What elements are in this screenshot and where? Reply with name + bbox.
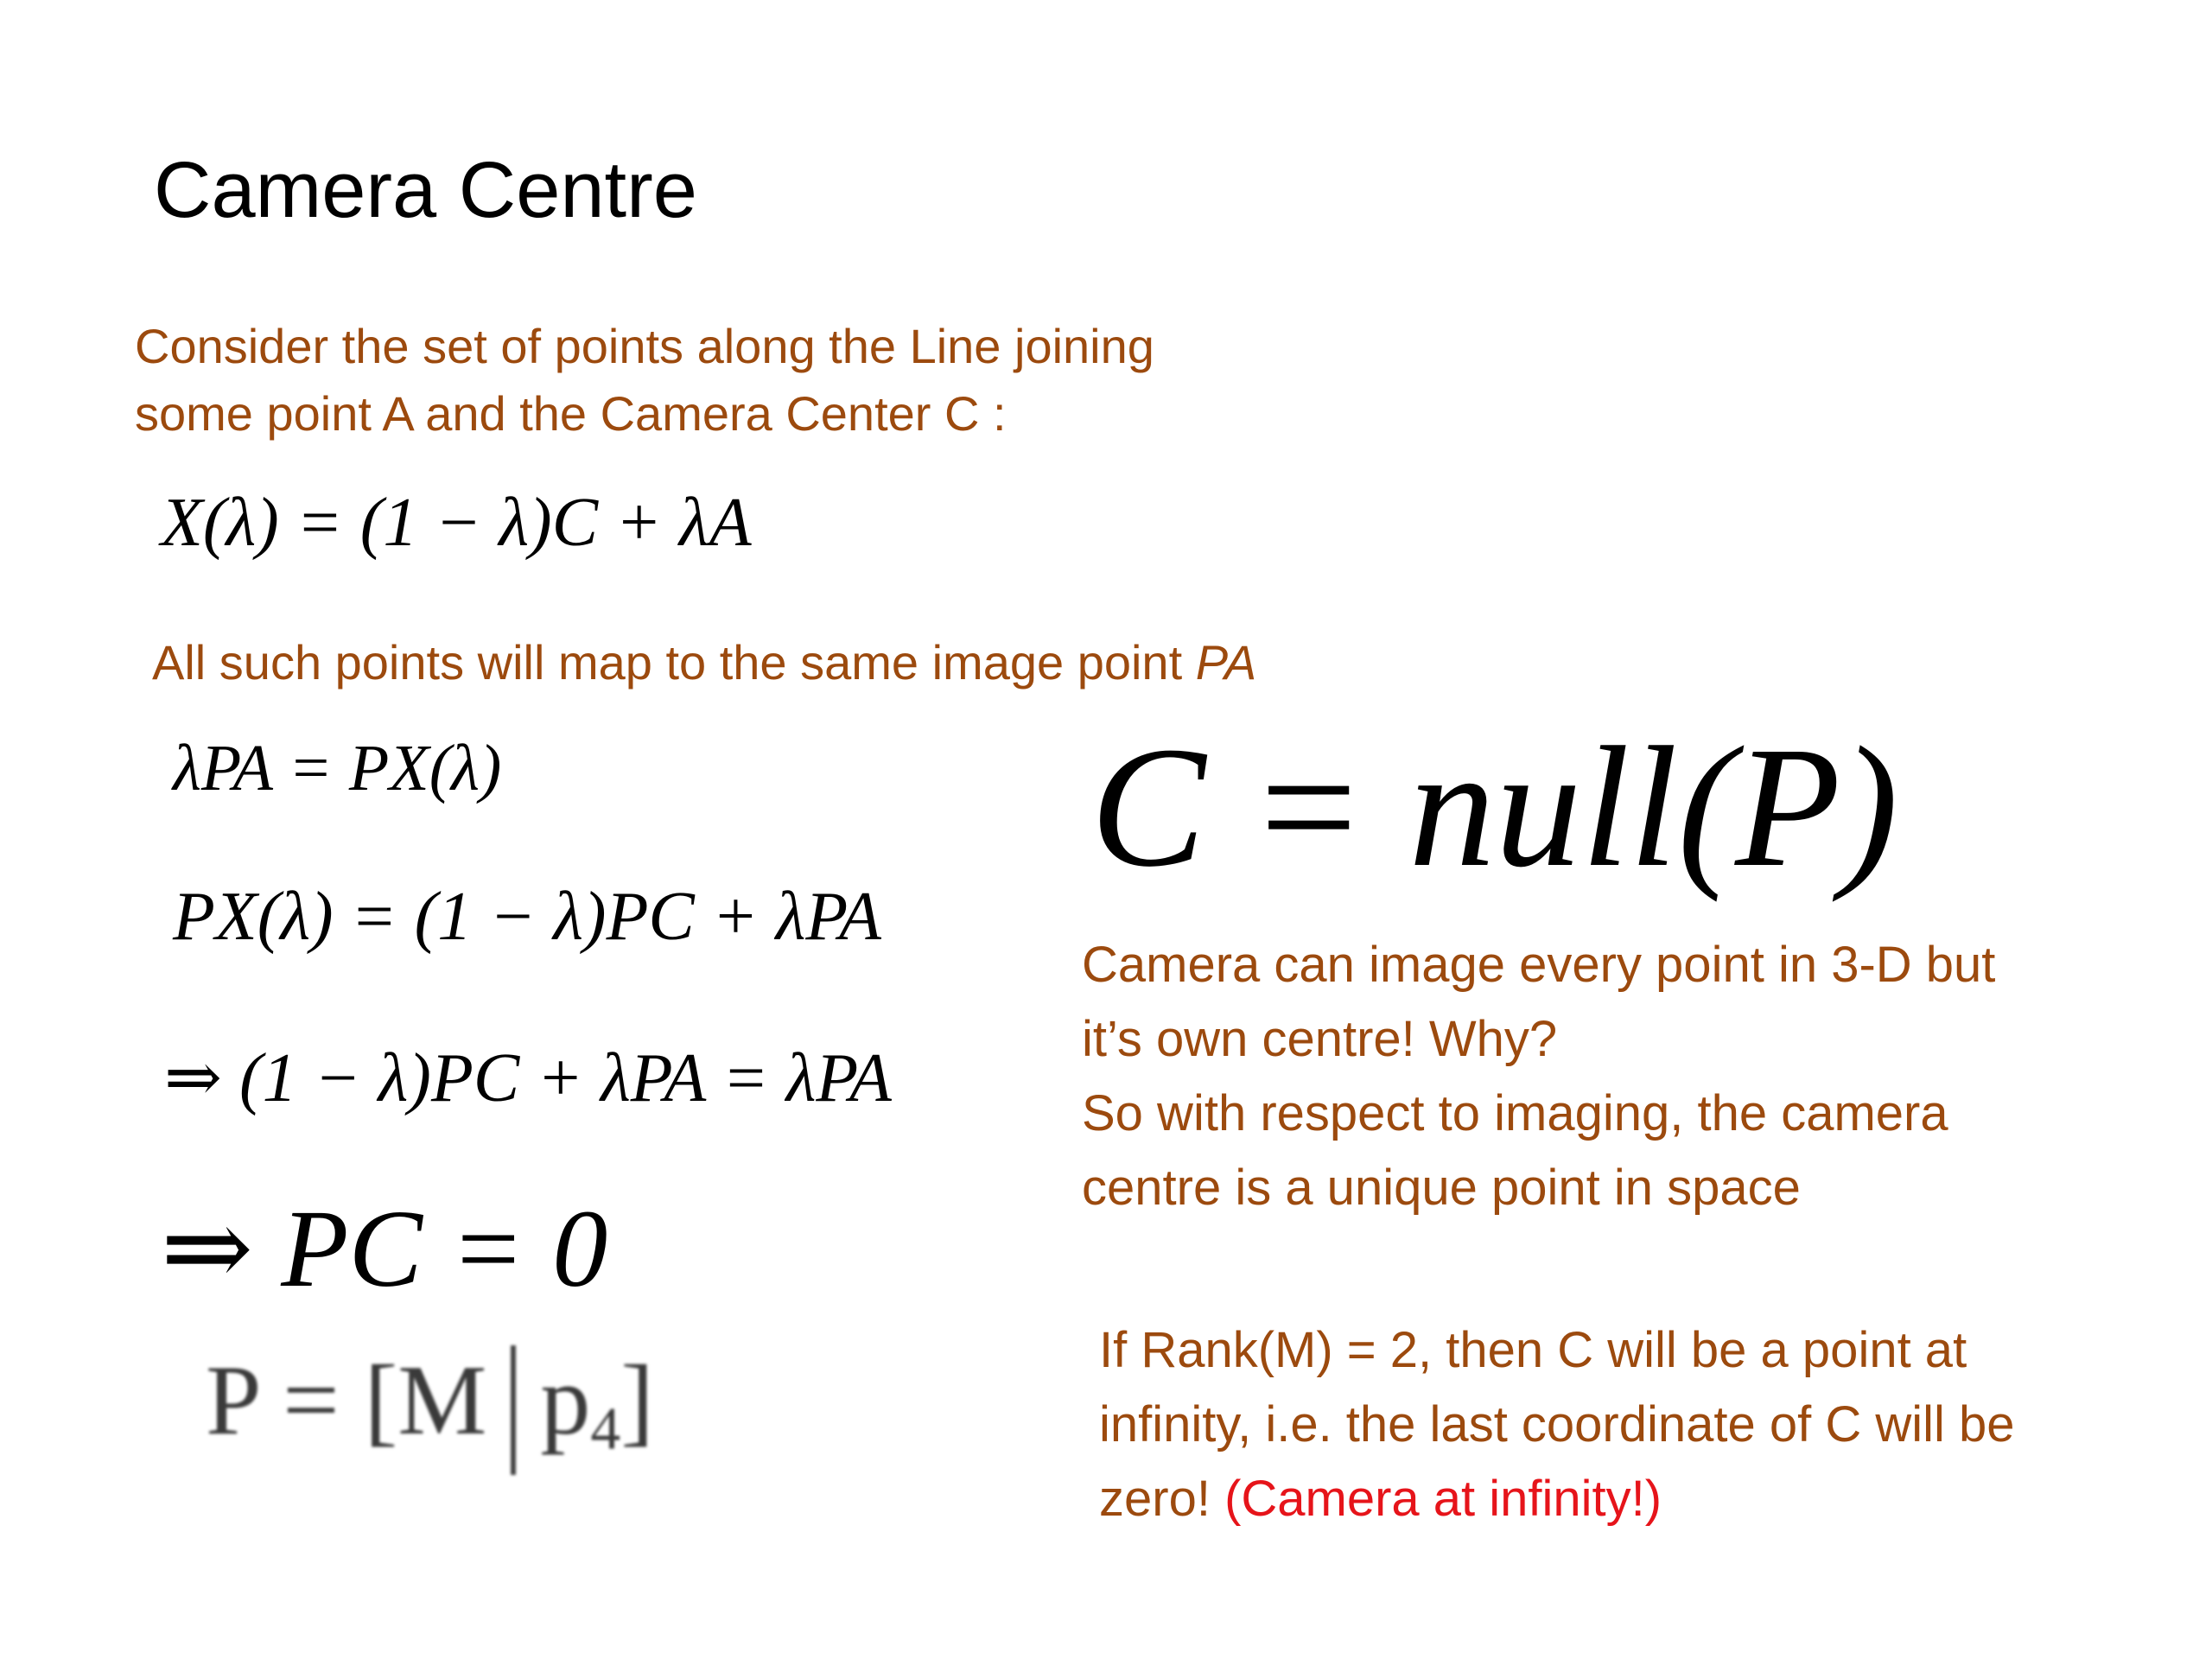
rank-line-3	[1099, 1462, 2015, 1536]
matrix-subscript: 4	[590, 1395, 621, 1463]
mapping-sentence	[152, 629, 1256, 696]
matrix-lhs: P = [M	[206, 1345, 487, 1456]
rank-line-2: infinity, i.e. the last coordinate of C will be	[1099, 1396, 2015, 1452]
explanation-line-2: it’s own centre! Why?	[1082, 1011, 1558, 1067]
matrix-p: p	[540, 1345, 591, 1456]
rank-paragraph	[1099, 1313, 2015, 1536]
equation-lambda-pa: λPA = PX(λ)	[173, 732, 502, 804]
matrix-divider	[511, 1345, 516, 1475]
null-space-equation: C = null(P)	[1090, 712, 1898, 903]
rank-line-1: If Rank(M) = 2, then C will be a point at	[1099, 1322, 1967, 1378]
camera-at-infinity-note: (Camera at infinity!)	[1224, 1471, 1662, 1527]
explanation-line-3: So with respect to imaging, the camera	[1082, 1085, 1948, 1141]
camera-centre-explanation	[1082, 928, 1995, 1225]
matrix-close-bracket: ]	[620, 1345, 654, 1456]
line-equation: X(λ) = (1 − λ)C + λA	[161, 485, 752, 561]
explanation-line-1: Camera can image every point in 3-D but	[1082, 937, 1996, 993]
projection-matrix-equation	[206, 1344, 654, 1475]
intro-line-2: some point A and the Camera Center C :	[135, 386, 1007, 441]
equation-pc-zero: ⇒ PC = 0	[161, 1187, 608, 1310]
mapping-text: All such points will map to the same image point	[152, 635, 1196, 690]
equation-implication: ⇒ (1 − λ)PC + λPA = λPA	[164, 1040, 892, 1116]
intro-line-1: Consider the set of points along the Line joining	[135, 319, 1154, 373]
equation-px-lambda: PX(λ) = (1 − λ)PC + λPA	[173, 879, 881, 955]
intro-paragraph	[135, 313, 1154, 448]
slide-title: Camera Centre	[154, 146, 697, 234]
rank-line-3-start: zero!	[1099, 1471, 1225, 1527]
explanation-line-4: centre is a unique point in space	[1082, 1160, 1801, 1216]
mapping-pa: PA	[1195, 635, 1257, 690]
